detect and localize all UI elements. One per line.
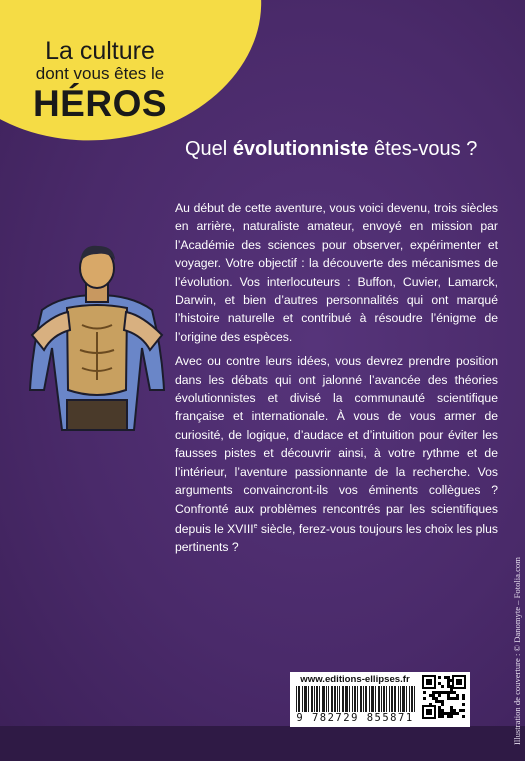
back-cover-blurb <box>175 199 498 557</box>
blurb-paragraph-2-end: siècle, ferez-vous toujours les choix les plus pertinents ? <box>175 521 498 555</box>
subtitle-bold: évolutionniste <box>232 138 369 160</box>
series-title-line2: dont vous êtes le <box>35 64 165 83</box>
barcode-panel <box>290 672 470 727</box>
century-superscript: e <box>253 522 258 530</box>
illustration-credit: Illustration de couverture : © Danomyte – Fotolia.com <box>512 557 522 745</box>
hero-illustration <box>22 240 172 440</box>
subtitle-prefix: Quel <box>185 138 233 160</box>
isbn-barcode <box>294 686 416 712</box>
subtitle-suffix: êtes-vous ? <box>368 138 478 160</box>
blurb-paragraph-1: Au début de cette aventure, vous voici devenu, trois siècles en arrière, naturaliste amateur, envoyé en mission par l’Académie des sciences pour observer, expérimenter et voyager. Votre objectif : la découverte des mécanismes de l’évolution. Vos interlocuteurs : Buffon, Cuvier, Lamarck, Darwin, et bien d’autres personnalités qui ont marqué l’histoire naturelle et contribué à résoudre l’énigme de l’origine des espèces. <box>175 201 498 344</box>
blurb-paragraph-2 <box>175 352 498 557</box>
bottom-band <box>0 726 525 761</box>
series-title-line3: HÉROS <box>32 83 168 124</box>
isbn-number: 9 782729 855871 <box>296 712 414 724</box>
series-title <box>0 38 200 124</box>
book-subtitle <box>185 136 477 162</box>
qr-code <box>422 675 466 719</box>
series-title-line1: La culture <box>45 37 155 65</box>
publisher-website: www.editions-ellipses.fr <box>300 674 410 685</box>
blurb-paragraph-2-main: Avec ou contre leurs idées, vous devrez prendre position dans les débats qui ont jalonné l’avancée des théories évolutionnistes et divisé la communauté scientifique française et internationale. À vous de vous armer de curiosité, de logique, d’audace et d’intuition pour éviter les fausses pistes et découvrir ainsi, à votre rythme et de l’intérieur, l’aventure passionnante de la recherche. Vos arguments convaincront-ils vos éminents collègues ? Confronté aux problèmes rencontrés par les scientifiques depuis le XVIII <box>175 354 498 536</box>
